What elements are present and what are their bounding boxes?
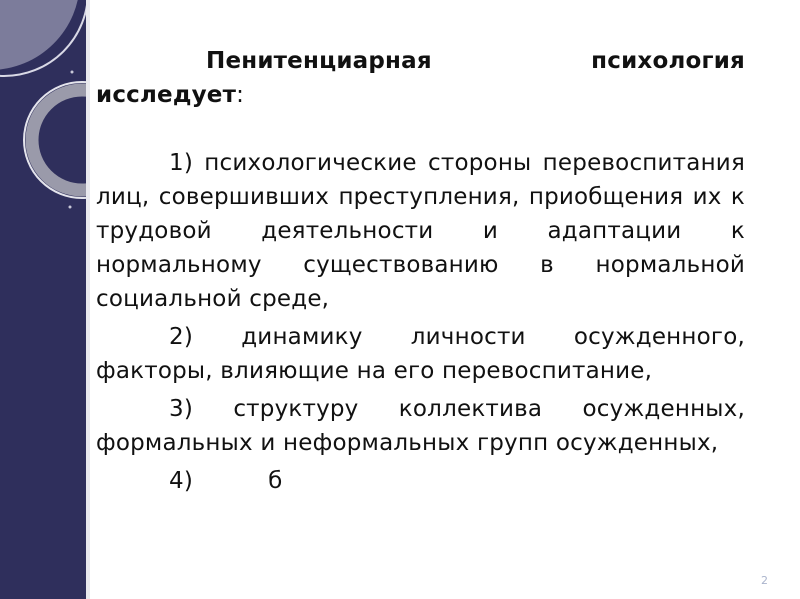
- decorative-ring-gray: [32, 90, 86, 190]
- decorative-circle-large: [0, 0, 80, 70]
- decorative-dot: [69, 206, 72, 209]
- decorative-dot: [71, 71, 74, 74]
- slide-content: [96, 44, 745, 498]
- sidebar-divider: [86, 0, 90, 599]
- slide-title-colon: :: [236, 82, 245, 108]
- list-item: 1) психологические стороны перевоспитания лиц, совершивших преступления, приобщения их к трудовой деятельности и адаптации к нормальному существованию в нормальной социальной среде,: [96, 150, 745, 312]
- decorative-circles: [0, 0, 86, 599]
- page-number: 2: [761, 574, 768, 587]
- list-item: 3) структуру коллектива осужденных, формальных и неформальных групп осужденных,: [96, 396, 745, 456]
- list-item: 4) б: [169, 468, 283, 494]
- slide-title-text: Пенитенциарная психология исследует: [96, 48, 745, 108]
- slide-title: [96, 44, 745, 112]
- decorative-sidebar: [0, 0, 86, 599]
- list-item: 2) динамику личности осужденного, факторы, влияющие на его перевоспитание,: [96, 324, 745, 384]
